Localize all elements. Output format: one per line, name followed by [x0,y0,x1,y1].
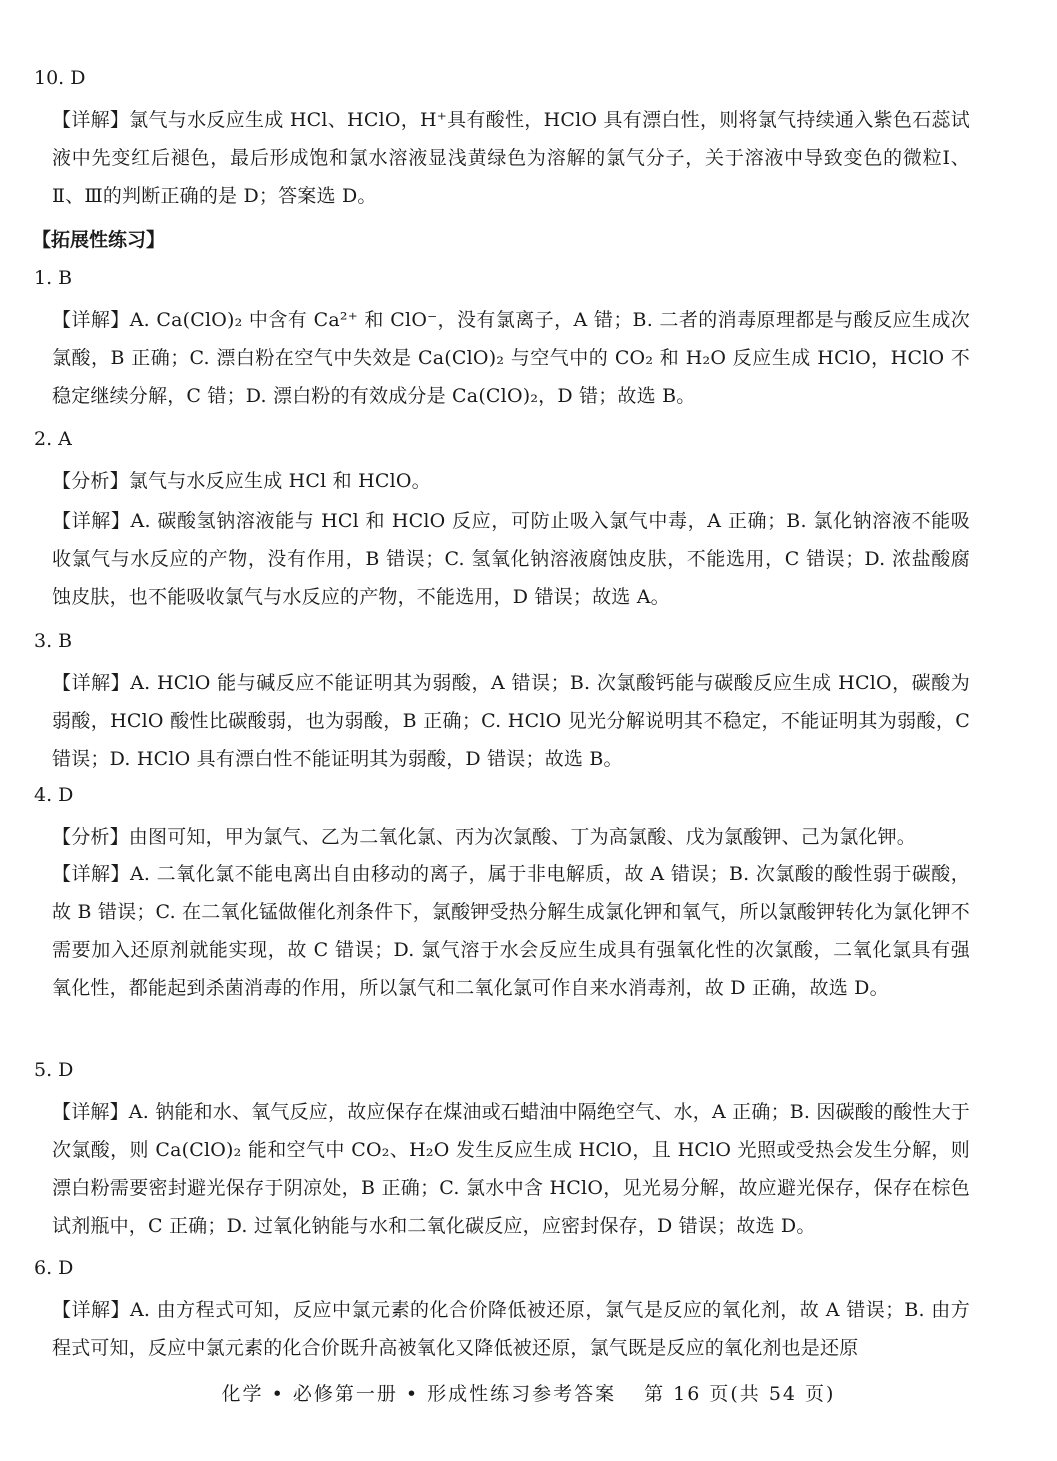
answer-3: 3. B [34,630,73,652]
section-heading: 【拓展性练习】 [32,229,166,251]
answer-4: 4. D [34,784,74,806]
detail-1: 【详解】A. Ca(ClO)₂ 中含有 Ca²⁺ 和 ClO⁻，没有氯离子，A 错；B. 二者的消毒原理都是与酸反应生成次氯酸，B 正确；C. 漂白粉在空气中失效是 Ca(ClO)₂ 与空气中的 CO₂ 和 H₂O 反应生成 HClO，HClO 不稳定继续分解，C 错；D. 漂白粉的有效成分是 Ca(ClO)₂，D 错；故选 B。 [52,309,970,407]
detail-6: 【详解】A. 由方程式可知，反应中氯元素的化合价降低被还原，氯气是反应的氧化剂，故 A 错误；B. 由方程式可知，反应中氯元素的化合价既升高被氧化又降低被还原，氯气既是反应的氧化剂也是还原 [52,1299,970,1359]
answer-2: 2. A [34,428,72,450]
detail-5: 【详解】A. 钠能和水、氧气反应，故应保存在煤油或石蜡油中隔绝空气、水，A 正确；B. 因碳酸的酸性大于次氯酸，则 Ca(ClO)₂ 能和空气中 CO₂、H₂O 发生反应生成 HClO，且 HClO 光照或受热会发生分解，则漂白粉需要密封避光保存于阴凉处，B 正确；C. 氯水中含 HClO，见光易分解，故应避光保存，保存在棕色试剂瓶中，C 正确；D. 过氧化钠能与水和二氧化碳反应，应密封保存，D 错误；故选 D。 [52,1101,971,1237]
detail-10: 【详解】氯气与水反应生成 HCl、HClO，H⁺具有酸性，HClO 具有漂白性，则将氯气持续通入紫色石蕊试液中先变红后褪色，最后形成饱和氯水溶液显浅黄绿色为溶解的氯气分子，关于溶液中导致变色的微粒Ⅰ、Ⅱ、Ⅲ的判断正确的是 D；答案选 D。 [52,109,970,207]
answer-6: 6. D [34,1257,74,1279]
footer-page-number: 第 16 页(共 54 页) [644,1383,836,1405]
analysis-4: 【分析】由图可知，甲为氯气、乙为二氧化氯、丙为次氯酸、丁为高氯酸、戊为氯酸钾、己为氯化钾。 [52,826,917,848]
detail-3: 【详解】A. HClO 能与碱反应不能证明其为弱酸，A 错误；B. 次氯酸钙能与碳酸反应生成 HClO，碳酸为弱酸，HClO 酸性比碳酸弱，也为弱酸，B 正确；C. HClO 见光分解说明其不稳定，不能证明其为弱酸，C 错误；D. HClO 具有漂白性不能证明其为弱酸，D 错误；故选 B。 [52,672,970,770]
detail-4: 【详解】A. 二氧化氯不能电离出自由移动的离子，属于非电解质，故 A 错误；B. 次氯酸的酸性弱于碳酸，故 B 错误；C. 在二氧化锰做催化剂条件下，氯酸钾受热分解生成氯化钾和氧气，所以氯酸钾转化为氯化钾不需要加入还原剂就能实现，故 C 错误；D. 氯气溶于水会反应生成具有强氧化性的次氯酸，二氧化氯具有强氧化性，都能起到杀菌消毒的作用，所以氯气和二氧化氯可作自来水消毒剂，故 D 正确，故选 D。 [52,863,970,999]
answer-1: 1. B [34,267,73,289]
detail-2: 【详解】A. 碳酸氢钠溶液能与 HCl 和 HClO 反应，可防止吸入氯气中毒，A 正确；B. 氯化钠溶液不能吸收氯气与水反应的产物，没有作用，B 错误；C. 氢氧化钠溶液腐蚀皮肤，不能选用，C 错误；D. 浓盐酸腐蚀皮肤，也不能吸收氯气与水反应的产物，不能选用，D 错误；故选 A。 [52,510,970,608]
page-footer [0,1382,1057,1406]
footer-book-title: 化学 • 必修第一册 • 形成性练习参考答案 [221,1383,617,1405]
answer-10: 10. D [34,67,86,89]
analysis-2: 【分析】氯气与水反应生成 HCl 和 HClO。 [52,470,431,492]
answer-5: 5. D [34,1059,74,1081]
